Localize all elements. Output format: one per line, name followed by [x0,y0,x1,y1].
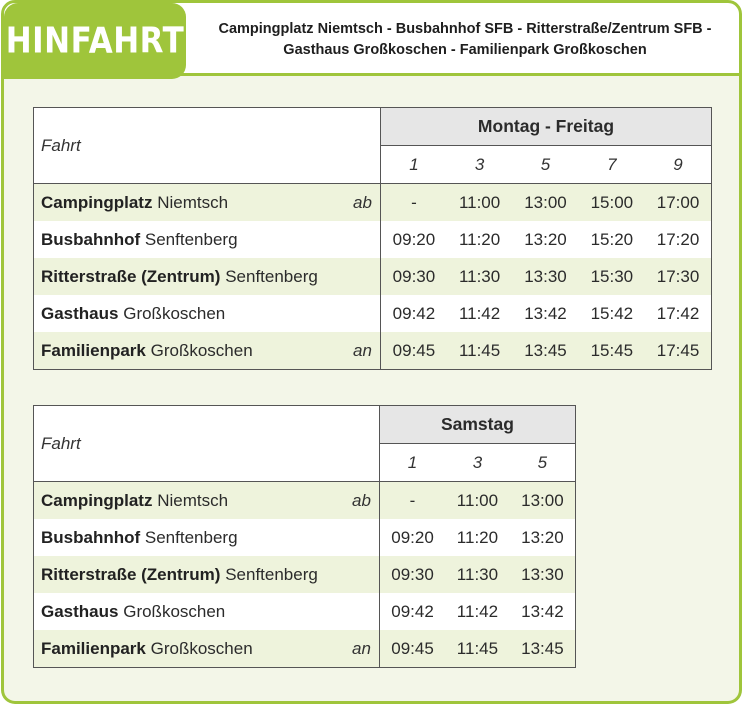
time-cell: 17:45 [645,332,711,370]
table-row [34,332,712,370]
route-description [190,19,740,61]
fahrt-label: Fahrt [34,406,380,482]
departure-arrival-mark: ab [318,184,381,222]
stop-place: Senftenberg [225,266,318,286]
time-cell: 11:20 [456,527,499,547]
time-cell: 11:00 [445,482,510,520]
table-row [34,593,576,630]
route-line-1: Campingplatz Niemtsch - Busbahnhof SFB - Ritterstraße/Zentrum SFB - [218,21,712,37]
time-cell: 13:42 [521,601,564,621]
departure-arrival-mark: an [318,630,380,668]
departure-arrival-mark [318,258,381,295]
stop-name-bold: Campingplatz [41,192,153,212]
stop-place: Großkoschen [150,340,253,360]
time-cell: 11:20 [458,229,501,249]
time-cell: 09:42 [380,295,446,332]
trip-number: 5 [510,444,576,482]
time-cell: 17:00 [645,184,711,222]
table-row [34,556,576,593]
departure-arrival-mark [318,221,381,258]
stop-place: Senftenberg [225,564,318,584]
table-row [34,184,712,222]
time-cell: 13:30 [510,556,576,593]
stop-name [34,519,318,556]
trip-number: 3 [445,444,510,482]
table-row [34,221,712,258]
time-cell: 11:42 [458,303,501,323]
stop-place: Senftenberg [144,527,238,547]
time-cell: 09:20 [379,519,445,556]
direction-badge-label: HINFAHRT [5,20,185,62]
time-cell: 15:20 [590,229,634,249]
trip-number: 9 [645,146,711,184]
table-row [34,630,576,668]
trip-number: 7 [579,146,645,184]
stop-name-bold: Busbahnhof [41,229,141,249]
time-cell: 09:30 [379,556,445,593]
stop-name-bold: Ritterstraße (Zentrum) [41,564,221,584]
time-cell: 15:45 [579,332,645,370]
time-cell: 11:45 [445,630,510,668]
time-cell: 13:45 [510,630,576,668]
time-cell: 11:30 [447,258,512,295]
stop-name [34,221,318,258]
time-cell: 17:42 [656,303,700,323]
stop-name [34,556,318,593]
trip-number: 1 [380,146,446,184]
time-cell: - [380,184,446,222]
time-cell: 11:00 [447,184,512,222]
departure-arrival-mark [318,519,380,556]
time-cell: 13:20 [521,527,564,547]
trip-number: 5 [512,146,578,184]
saturday-timetable [33,405,576,668]
departure-arrival-mark: ab [318,482,380,520]
time-cell: - [379,482,445,520]
stop-name-bold: Ritterstraße (Zentrum) [41,266,221,286]
stop-place: Niemtsch [157,490,229,510]
day-label: Montag - Freitag [380,108,711,146]
time-cell: 13:00 [512,184,578,222]
departure-arrival-mark [318,295,381,332]
time-cell: 09:30 [380,258,446,295]
time-cell: 17:20 [656,229,700,249]
time-cell: 11:30 [445,556,510,593]
time-cell: 11:45 [447,332,512,370]
stop-name-bold: Busbahnhof [41,527,141,547]
stop-name [34,332,318,370]
weekday-timetable [33,107,712,370]
trip-number: 3 [447,146,512,184]
departure-arrival-mark [318,556,380,593]
stop-name-bold: Gasthaus [41,601,119,621]
stop-name-bold: Familienpark [41,340,146,360]
time-cell: 15:30 [579,258,645,295]
time-cell: 09:42 [379,593,445,630]
fahrt-label: Fahrt [34,108,381,184]
departure-arrival-mark [318,593,380,630]
table-row [34,482,576,520]
trip-number: 1 [379,444,445,482]
stop-name-bold: Familienpark [41,638,146,658]
time-cell: 15:42 [590,303,634,323]
stop-name [34,630,318,668]
stop-place: Großkoschen [123,303,226,323]
departure-arrival-mark: an [318,332,381,370]
table-row [34,295,712,332]
stop-place: Großkoschen [150,638,253,658]
time-cell: 13:20 [524,229,567,249]
day-label: Samstag [379,406,575,444]
stop-name [34,593,318,630]
time-cell: 17:30 [645,258,711,295]
time-cell: 09:45 [380,332,446,370]
table-row [34,519,576,556]
time-cell: 13:45 [512,332,578,370]
stop-name [34,258,318,295]
direction-badge [4,3,186,79]
stop-name-bold: Gasthaus [41,303,119,323]
stop-place: Senftenberg [144,229,238,249]
time-cell: 09:20 [380,221,446,258]
stop-name-bold: Campingplatz [41,490,153,510]
time-cell: 09:45 [379,630,445,668]
stop-name [34,482,318,520]
stop-place: Großkoschen [123,601,226,621]
time-cell: 13:42 [524,303,567,323]
time-cell: 13:30 [512,258,578,295]
table-row [34,258,712,295]
stop-name [34,295,318,332]
route-line-2: Gasthaus Großkoschen - Familienpark Großkoschen [283,42,647,58]
time-cell: 15:00 [579,184,645,222]
stop-place: Niemtsch [157,192,229,212]
stop-name [34,184,318,222]
time-cell: 13:00 [510,482,576,520]
header-bar [1,0,742,76]
time-cell: 11:42 [456,601,499,621]
